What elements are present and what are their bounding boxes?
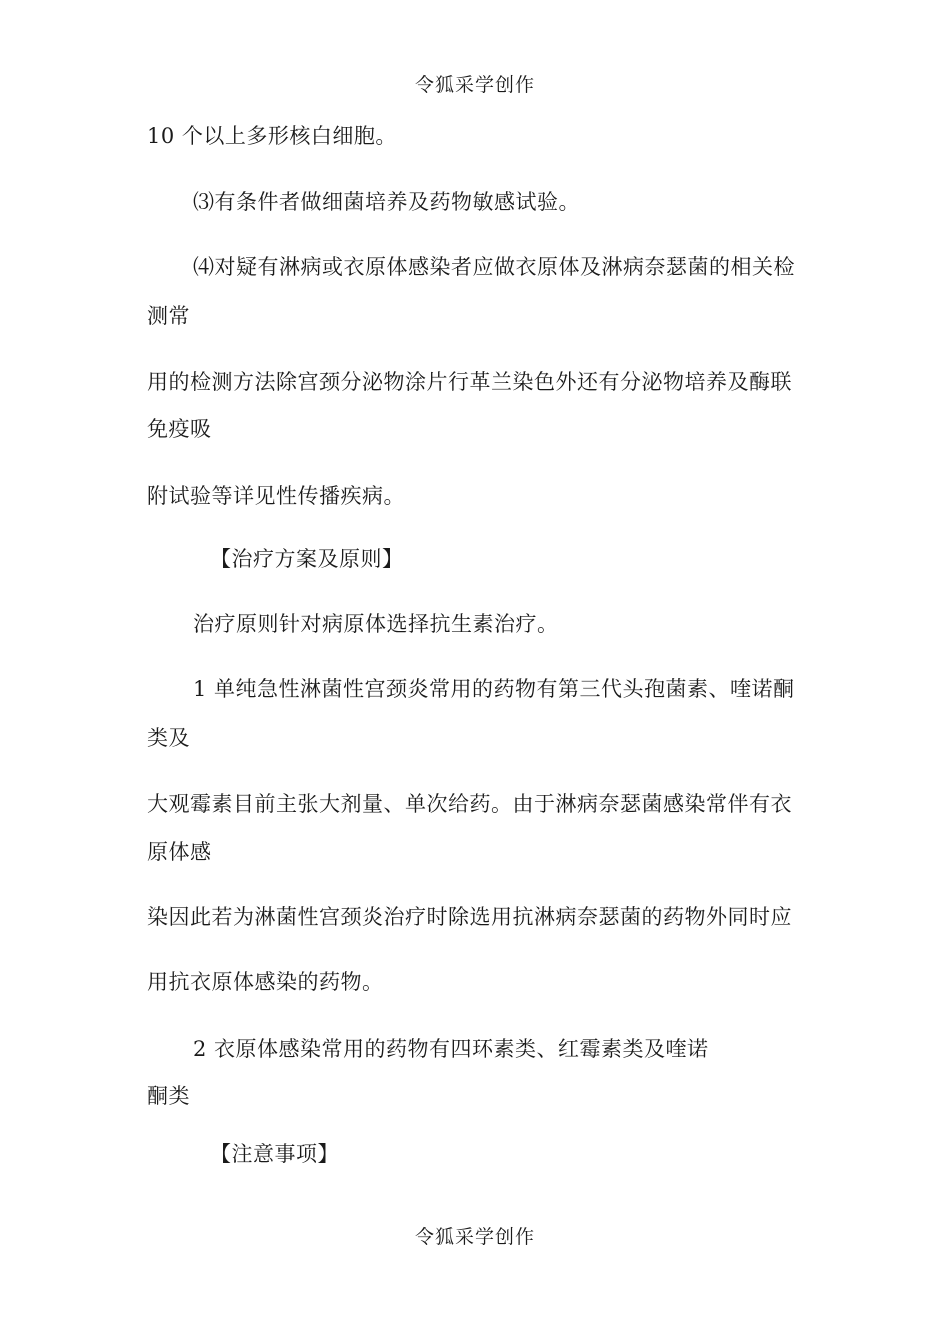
text-line-4: 测常 bbox=[147, 304, 190, 328]
text-line-11: 类及 bbox=[147, 726, 190, 750]
text-line-10: 1 单纯急性淋菌性宫颈炎常用的药物有第三代头孢菌素、喹诺酮 bbox=[193, 677, 795, 701]
text-line-6: 免疫吸 bbox=[147, 417, 212, 441]
page-header: 令狐采学创作 bbox=[414, 74, 535, 96]
text-line-5: 用的检测方法除宫颈分泌物涂片行革兰染色外还有分泌物培养及酶联 bbox=[147, 370, 792, 394]
text-line-3: ⑷对疑有淋病或衣原体感染者应做衣原体及淋病奈瑟菌的相关检 bbox=[193, 255, 795, 279]
text-line-13: 原体感 bbox=[147, 840, 212, 864]
section-heading-notes: 【注意事项】 bbox=[210, 1142, 339, 1166]
text-line-12: 大观霉素目前主张大剂量、单次给药。由于淋病奈瑟菌感染常伴有衣 bbox=[147, 792, 792, 816]
section-heading-treatment: 【治疗方案及原则】 bbox=[210, 547, 404, 571]
text-line-2: ⑶有条件者做细菌培养及药物敏感试验。 bbox=[193, 190, 580, 214]
text-line-14: 染因此若为淋菌性宫颈炎治疗时除选用抗淋病奈瑟菌的药物外同时应 bbox=[147, 905, 792, 929]
page-footer: 令狐采学创作 bbox=[414, 1226, 535, 1248]
text-line-1: 10 个以上多形核白细胞。 bbox=[147, 124, 397, 148]
text-line-17: 酮类 bbox=[147, 1084, 190, 1108]
text-line-16: 2 衣原体感染常用的药物有四环素类、红霉素类及喹诺 bbox=[193, 1037, 709, 1061]
text-line-15: 用抗衣原体感染的药物。 bbox=[147, 970, 384, 994]
text-line-7: 附试验等详见性传播疾病。 bbox=[147, 484, 405, 508]
text-line-9: 治疗原则针对病原体选择抗生素治疗。 bbox=[193, 612, 559, 636]
